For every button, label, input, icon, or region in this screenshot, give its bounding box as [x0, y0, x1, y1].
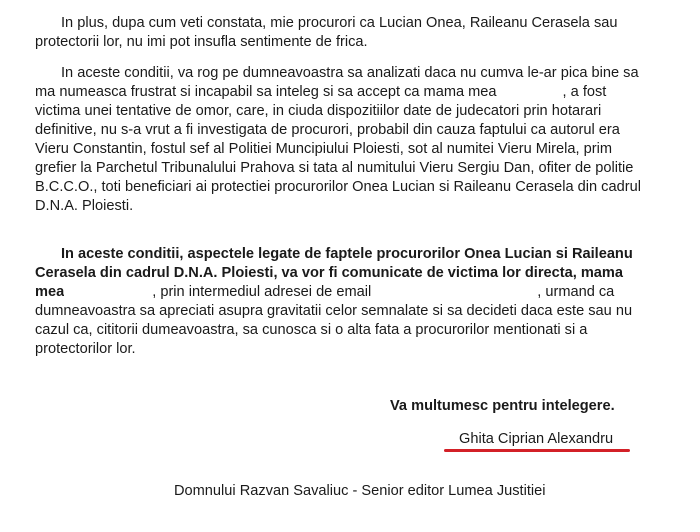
- paragraph-3-line-5: cazul ca, cititorii dumeavoastra, sa cunosca si o alta fata a procurorilor mentionati si a: [35, 322, 588, 338]
- redacted-email: [371, 285, 537, 299]
- paragraph-1-line-1: In plus, dupa cum veti constata, mie procurori ca Lucian Onea, Raileanu Cerasela sau: [61, 15, 618, 31]
- paragraph-2-line-8: D.N.A. Ploiesti.: [35, 198, 134, 214]
- paragraph-3-line-6: protectorilor lor.: [35, 341, 136, 357]
- paragraph-3-line-4: dumneavoastra sa apreciati asupra gravitatii celor semnalate si sa decideti daca este sau nu: [35, 303, 633, 319]
- signature-underline: [444, 449, 630, 452]
- redacted-name: [64, 285, 152, 299]
- paragraph-2-line-5: Vieru Constantin, fostul sef al Politiei Muncipiului Ploiesti, sot al numitei Vieru Mirela, prim: [35, 141, 612, 157]
- paragraph-3-line-3-start: mea: [35, 284, 65, 300]
- paragraph-3-line-2: Cerasela din cadrul D.N.A. Ploiesti, va vor fi comunicate de victima lor directa, mama: [35, 265, 624, 281]
- recipient-footer: Domnului Razvan Savaliuc - Senior editor Lumea Justitiei: [174, 483, 546, 499]
- paragraph-3-line-3: [35, 283, 675, 302]
- signature-name: Ghita Ciprian Alexandru: [459, 431, 614, 447]
- paragraph-2-line-2-text: ma numeasca frustrat si incapabil sa inteleg si sa accept ca mama mea: [35, 84, 497, 100]
- paragraph-3-line-3-tail: , urmand ca: [537, 284, 615, 300]
- paragraph-2-line-4: definitive, nu s-a vrut a fi investigata de procurori, probabil din cauza faptului ca autorul era: [35, 122, 620, 138]
- paragraph-3-line-3-mid: , prin intermediul adresei de email: [152, 284, 372, 300]
- closing-text: Va multumesc pentru intelegere.: [390, 398, 615, 414]
- paragraph-2-line-3: victima unei tentative de omor, care, in ciuda dispozitiilor date de judecatori prin hotarari: [35, 103, 602, 119]
- paragraph-2-line-6: grefier la Parchetul Tribunalului Prahova si tata al numitului Vieru Sergiu Dan, ofiter de politie: [35, 160, 634, 176]
- paragraph-2-line-2: [35, 83, 675, 102]
- paragraph-2-line-1: In aceste conditii, va rog pe dumneavoastra sa analizati daca nu cumva le-ar pica bine sa: [61, 65, 639, 81]
- paragraph-2-line-7: B.C.C.O., toti beneficiari ai protectiei procurorilor Onea Lucian si Raileanu Cerasela din cadrul: [35, 179, 641, 195]
- paragraph-2-line-2-tail: , a fost: [562, 84, 607, 100]
- redacted-name: [497, 85, 563, 99]
- paragraph-2: [35, 64, 675, 216]
- paragraph-3: [35, 245, 675, 359]
- paragraph-1-line-2: protectorii lor, nu imi pot insufla sentimente de frica.: [35, 34, 368, 50]
- paragraph-3-line-1: In aceste conditii, aspectele legate de faptele procurorilor Onea Lucian si Raileanu: [61, 246, 633, 262]
- paragraph-1: [35, 14, 675, 52]
